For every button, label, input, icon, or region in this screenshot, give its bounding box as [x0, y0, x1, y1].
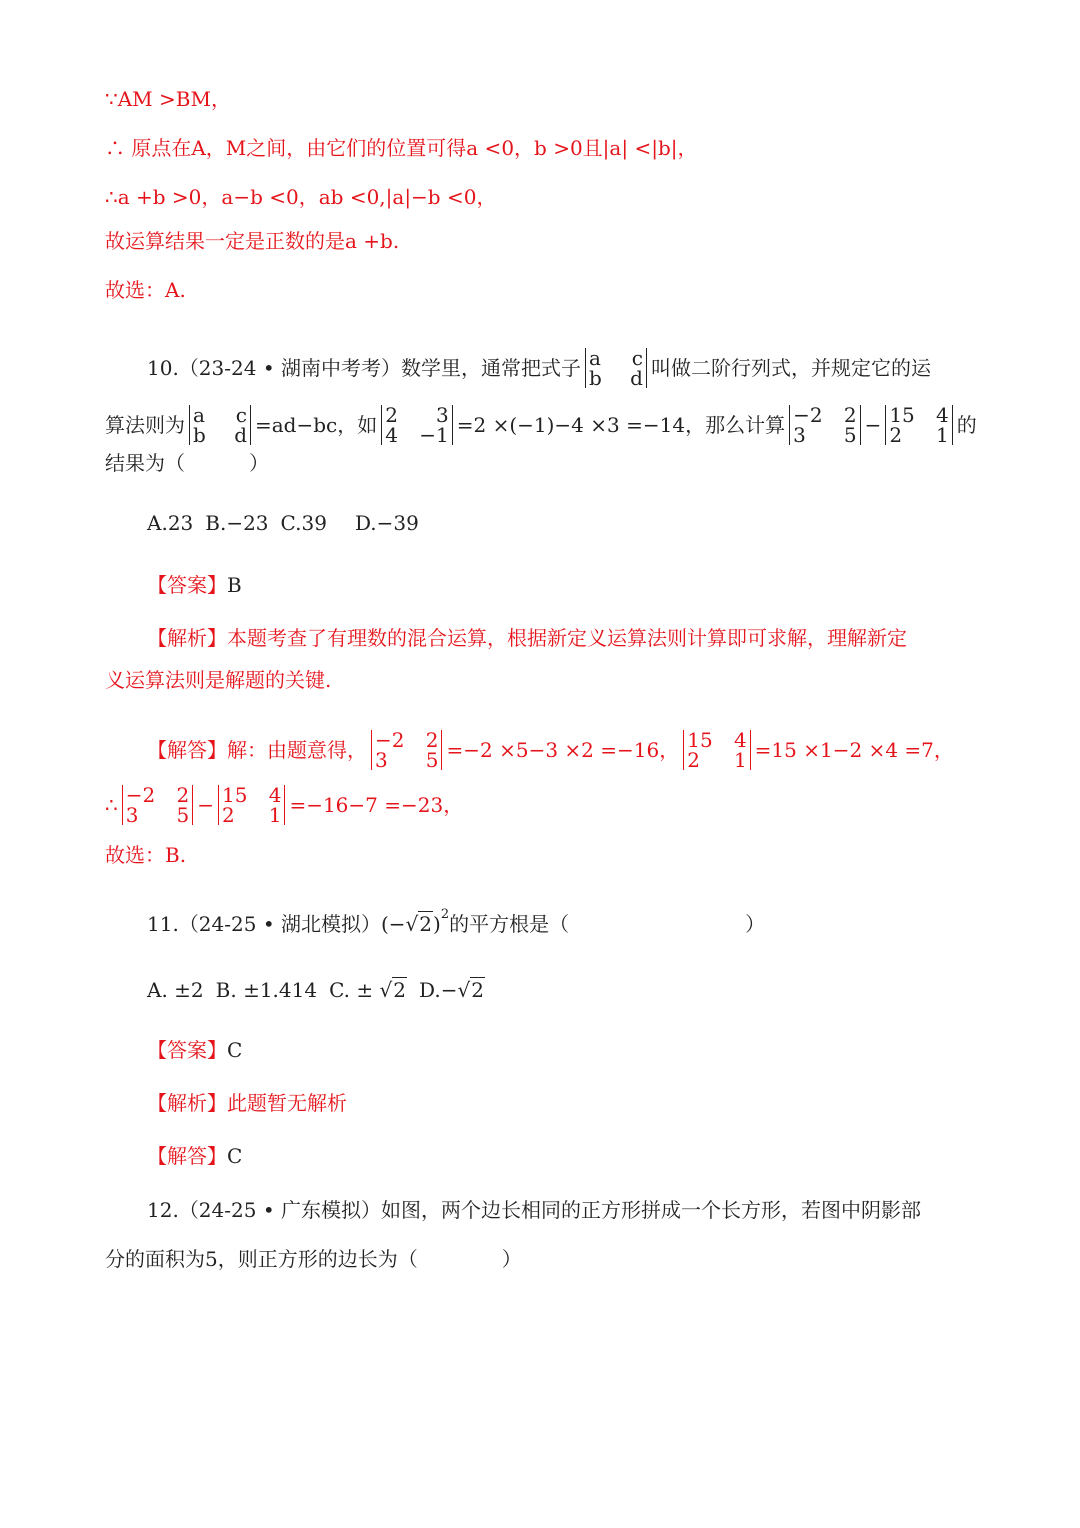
option-c-label: C. — [280, 511, 302, 535]
option-a: 23 — [167, 511, 194, 535]
prev-solution-choice: 故选：A. — [105, 278, 186, 302]
prev-solution-line-1: ∵AM >BM， — [105, 87, 231, 111]
question-number: 11. — [147, 912, 179, 936]
determinant-generic: a c b d — [585, 348, 647, 388]
q10-answer: 【答案】 B — [147, 570, 242, 600]
determinant-generic-2: a c b d — [189, 405, 251, 445]
solution-determinant-one: −2 2 3 5 — [371, 730, 442, 770]
prev-solution-line-2: ∴ 原点在A，M之间，由它们的位置可得a <0，b >0且|a| <|b|， — [105, 136, 698, 160]
q10-solution-line-1: 【解答】 解：由题意得， −2 2 3 5 =−2 ×5−3 ×2 =−16， 15 4 2 1 =15 ×1−2 ×4 =7， — [147, 728, 954, 772]
q10-stem-line-2: 算法则为 a c b d =ad−bc，如 2 3 4 −1 =2 ×(−1)−4 ×3 =−14，那么计算 −2 2 3 5 − 15 4 2 1 的 — [105, 403, 977, 447]
q12-stem-line-1: 12. （24-25 • 广东模拟） 如图，两个边长相同的正方形拼成一个长方形，若图中阴影部 — [147, 1195, 921, 1225]
q10-analysis-line-2: 义运算法则是解题的关键. — [105, 668, 332, 692]
q11-options: A. ±2 B. ±1.414 C. ± √2 D. − √2 — [147, 975, 485, 1005]
q10-stem-line-1: 10. （23-24 • 湖南中考考） 数学里，通常把式子 a c b d 叫做二阶行列式，并规定它的运 — [147, 346, 931, 390]
option-c: √2 — [379, 978, 407, 1002]
solution-tag: 【解答】 — [147, 1144, 227, 1168]
q10-analysis-line-1: 【解析】 本题考查了有理数的混合运算，根据新定义运算法则计算即可求解，理解新定 — [147, 623, 907, 653]
option-b: −23 — [226, 511, 269, 535]
q11-answer: 【答案】 C — [147, 1035, 242, 1065]
option-b: ±1.414 — [243, 978, 318, 1002]
analysis-tag: 【解析】 — [147, 626, 227, 650]
solution-determinant-two: 15 4 2 1 — [683, 730, 750, 770]
option-b-label: B. — [205, 511, 227, 535]
determinant-two: 15 4 2 1 — [885, 405, 952, 445]
option-d-label: D. — [354, 511, 377, 535]
answer-tag: 【答案】 — [147, 573, 227, 597]
option-a: ±2 — [174, 978, 204, 1002]
solution-determinant-two-b: 15 4 2 1 — [218, 785, 285, 825]
prev-solution-line-4: 故运算结果一定是正数的是a +b. — [105, 229, 400, 253]
q11-solution: 【解答】 C — [147, 1141, 242, 1171]
option-a-label: A. — [147, 511, 168, 535]
solution-determinant-one-b: −2 2 3 5 — [122, 785, 193, 825]
q12-stem-line-2: 分的面积为5，则正方形的边长为（ ） — [105, 1247, 522, 1271]
solution-tag: 【解答】 — [147, 738, 227, 762]
q10-solution-line-2: ∴ −2 2 3 5 − 15 4 2 1 =−16−7 =−23， — [105, 783, 464, 827]
analysis-tag: 【解析】 — [147, 1091, 227, 1115]
question-number: 12. — [147, 1198, 179, 1222]
question-source: （24-25 • 湖北模拟） — [178, 912, 381, 936]
q11-analysis: 【解析】 此题暂无解析 — [147, 1088, 347, 1118]
question-source: （23-24 • 湖南中考考） — [178, 356, 401, 380]
q11-stem: 11. （24-25 • 湖北模拟） (− √2 ) 2 的平方根是（ ） — [147, 909, 765, 939]
answer-tag: 【答案】 — [147, 1038, 227, 1062]
q10-stem-line-3: 结果为（ ） — [105, 451, 269, 475]
determinant-one: −2 2 3 5 — [789, 405, 860, 445]
q10-options — [147, 508, 419, 538]
sqrt-expression: √2 — [405, 912, 433, 936]
question-number: 10. — [147, 356, 179, 380]
question-source: （24-25 • 广东模拟） — [178, 1198, 381, 1222]
q10-final-choice: 故选：B. — [105, 843, 187, 867]
option-d: √2 — [457, 978, 484, 1002]
determinant-example: 2 3 4 −1 — [381, 405, 452, 445]
option-d: −39 — [376, 511, 419, 535]
prev-solution-line-3: ∴a +b >0，a−b <0，ab <0,|a|−b <0， — [105, 185, 497, 209]
option-c: 39 — [301, 511, 327, 535]
